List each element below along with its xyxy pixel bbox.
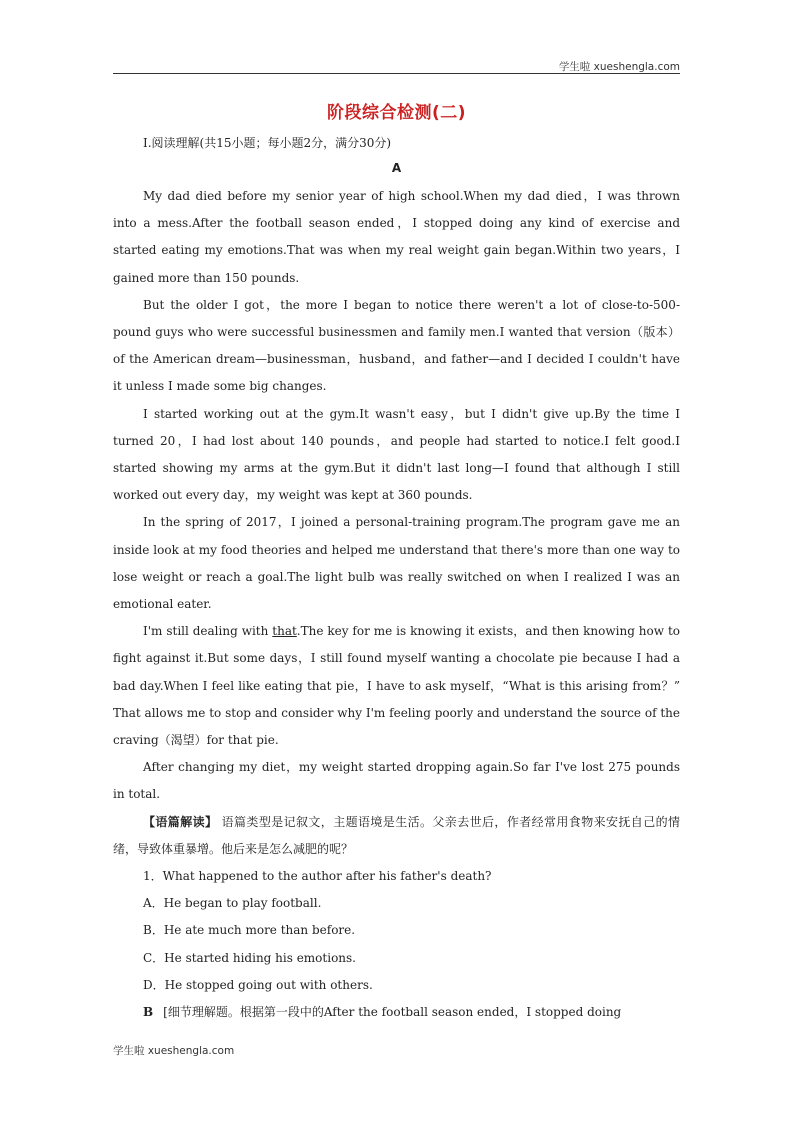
answer-line bbox=[113, 999, 680, 1026]
document-body bbox=[113, 183, 680, 1026]
underlined-word: that bbox=[272, 624, 297, 639]
analysis-tag: 【语篇解读】 bbox=[143, 814, 218, 829]
paragraph-6: After changing my diet，my weight started dropping again.So far I've lost 275 pounds in total. bbox=[113, 760, 680, 802]
option-c: C．He started hiding his emotions. bbox=[143, 950, 356, 965]
passage-analysis bbox=[113, 809, 680, 863]
header-divider bbox=[113, 73, 680, 74]
option-a: A．He began to play football. bbox=[143, 896, 322, 911]
answer-explanation: [细节理解题。根据第一段中的After the football season ended，I stopped doing bbox=[163, 1005, 622, 1020]
paragraph-5-before: I'm still dealing with bbox=[143, 624, 273, 639]
paragraph-5-after: .The key for me is knowing it exists，and then knowing how to fight against it.But some days，I still found myself wanting a chocolate pie because I had a bad day.When I feel like eating that pie，I have to ask myself，“What is this arising from？” That allows me to stop and consider why I'm feeling poorly and understand the source of the craving（渴望）for that pie. bbox=[113, 624, 680, 748]
paragraph-2: But the older I got，the more I began to notice there weren't a lot of close-to-500-pound guys who were successful businessmen and family men.I wanted that version（版本）of the American dream—businessman，husband，and father—and I decided I couldn't have it unless I made some big changes. bbox=[113, 297, 680, 394]
section-heading: Ⅰ.阅读理解(共15小题；每小题2分，满分30分) bbox=[143, 136, 392, 150]
paragraph-3: I started working out at the gym.It wasn't easy，but I didn't give up.By the time I turned 20，I had lost about 140 pounds，and people had started to notice.I felt good.I started showing my arms at the gym.But it didn't last long—I found that although I still worked out every day，my weight was kept at 360 pounds. bbox=[113, 406, 680, 503]
page-title: 阶段综合检测(二) bbox=[326, 103, 467, 123]
passage-label: A bbox=[391, 161, 402, 175]
question-stem: 1．What happened to the author after his father's death? bbox=[143, 869, 492, 884]
answer-letter: B bbox=[143, 1005, 154, 1020]
option-b: B．He ate much more than before. bbox=[143, 923, 356, 938]
paragraph-4: In the spring of 2017，I joined a personal-training program.The program gave me an inside look at my food theories and helped me understand that there's more than one way to lose weight or reach a goal.The light bulb was really switched on when I realized I was an emotional eater. bbox=[113, 515, 680, 612]
footer-source: 学生啦 xueshengla.com bbox=[113, 1045, 235, 1057]
header-source: 学生啦 xueshengla.com bbox=[558, 61, 680, 73]
paragraph-5 bbox=[113, 618, 680, 754]
paragraph-1: My dad died before my senior year of high school.When my dad died，I was thrown into a mess.After the football season ended，I stopped doing any kind of exercise and started eating my emotions.That was when my real weight gain began.Within two years，I gained more than 150 pounds. bbox=[113, 189, 680, 285]
analysis-text: 语篇类型是记叙文，主题语境是生活。父亲去世后，作者经常用食物来安抚自己的情绪，导致体重暴增。他后来是怎么减肥的呢？ bbox=[113, 814, 680, 856]
option-d: D．He stopped going out with others. bbox=[143, 977, 373, 992]
